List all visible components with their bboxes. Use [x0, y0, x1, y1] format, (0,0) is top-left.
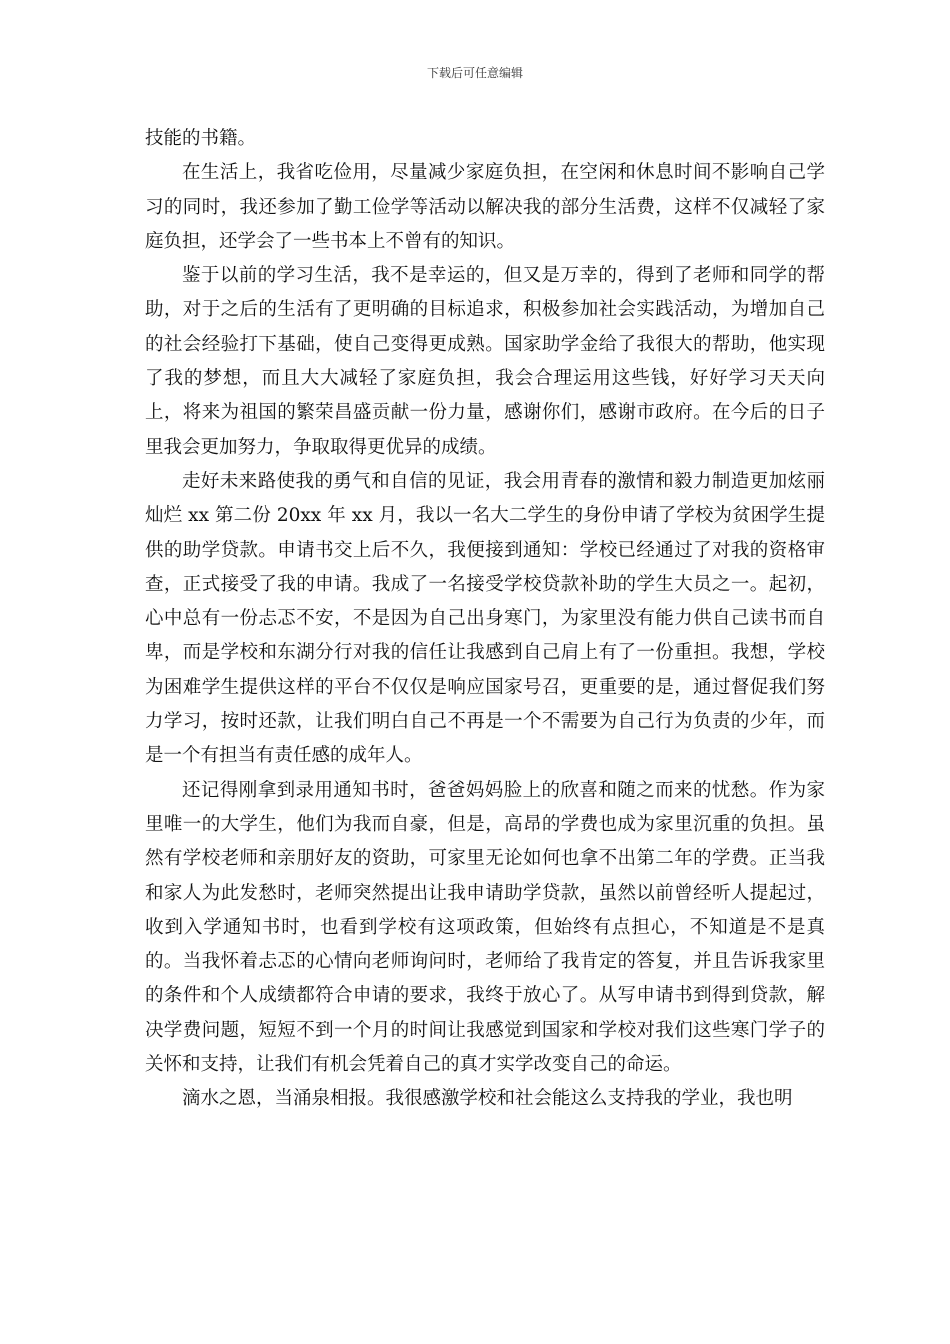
- paragraph: 走好未来路使我的勇气和自信的见证，我会用青春的激情和毅力制造更加炫丽灿烂 xx 第二份 20xx 年 xx 月，我以一名大二学生的身份申请了学校为贫困学生提供的助学贷款。申请书交上后不久，我便接到通知：学校已经通过了对我的资格审查，正式接受了我的申请。我成了一名接受学校贷款补助的学生大员之一。起初，心中总有一份忐忑不安，不是因为自己出身寒门，为家里没有能力供自己读书而自卑，而是学校和东湖分行对我的信任让我感到自己肩上有了一份重担。我想，学校为困难学生提供这样的平台不仅仅是响应国家号召，更重要的是，通过督促我们努力学习，按时还款，让我们明白自己不再是一个不需要为自己行为负责的少年，而是一个有担当有责任感的成年人。: [145, 470, 825, 767]
- document-body: [145, 122, 825, 1117]
- paragraph: 鉴于以前的学习生活，我不是幸运的，但又是万幸的，得到了老师和同学的帮助，对于之后的生活有了更明确的目标追求，积极参加社会实践活动，为增加自己的社会经验打下基础，使自己变得更成熟。国家助学金给了我很大的帮助，他实现了我的梦想，而且大大减轻了家庭负担，我会合理运用这些钱，好好学习天天向上，将来为祖国的繁荣昌盛贡献一份力量，感谢你们，感谢市政府。在今后的日子里我会更加努力，争取取得更优异的成绩。: [145, 265, 825, 458]
- paragraph: 在生活上，我省吃俭用，尽量减少家庭负担，在空闲和休息时间不影响自己学习的同时，我还参加了勤工俭学等活动以解决我的部分生活费，这样不仅减轻了家庭负担，还学会了一些书本上不曾有的知识。: [145, 162, 825, 252]
- paragraph: 还记得刚拿到录用通知书时，爸爸妈妈脸上的欣喜和随之而来的忧愁。作为家里唯一的大学生，他们为我而自豪，但是，高昂的学费也成为家里沉重的负担。虽然有学校老师和亲朋好友的资助，可家里无论如何也拿不出第二年的学费。正当我和家人为此发愁时，老师突然提出让我申请助学贷款，虽然以前曾经听人提起过，收到入学通知书时，也看到学校有这项政策，但始终有点担心，不知道是不是真的。当我怀着忐忑的心情向老师询问时，老师给了我肯定的答复，并且告诉我家里的条件和个人成绩都符合申请的要求，我终于放心了。从写申请书到得到贷款，解决学费问题，短短不到一个月的时间让我感觉到国家和学校对我们这些寒门学子的关怀和支持，让我们有机会凭着自己的真才实学改变自己的命运。: [145, 779, 825, 1076]
- paragraph: 滴水之恩，当涌泉相报。我很感激学校和社会能这么支持我的学业，我也明: [182, 1088, 793, 1110]
- page-header: 下载后可任意编辑: [426, 66, 523, 80]
- paragraph-continuation: 技能的书籍。: [145, 128, 257, 149]
